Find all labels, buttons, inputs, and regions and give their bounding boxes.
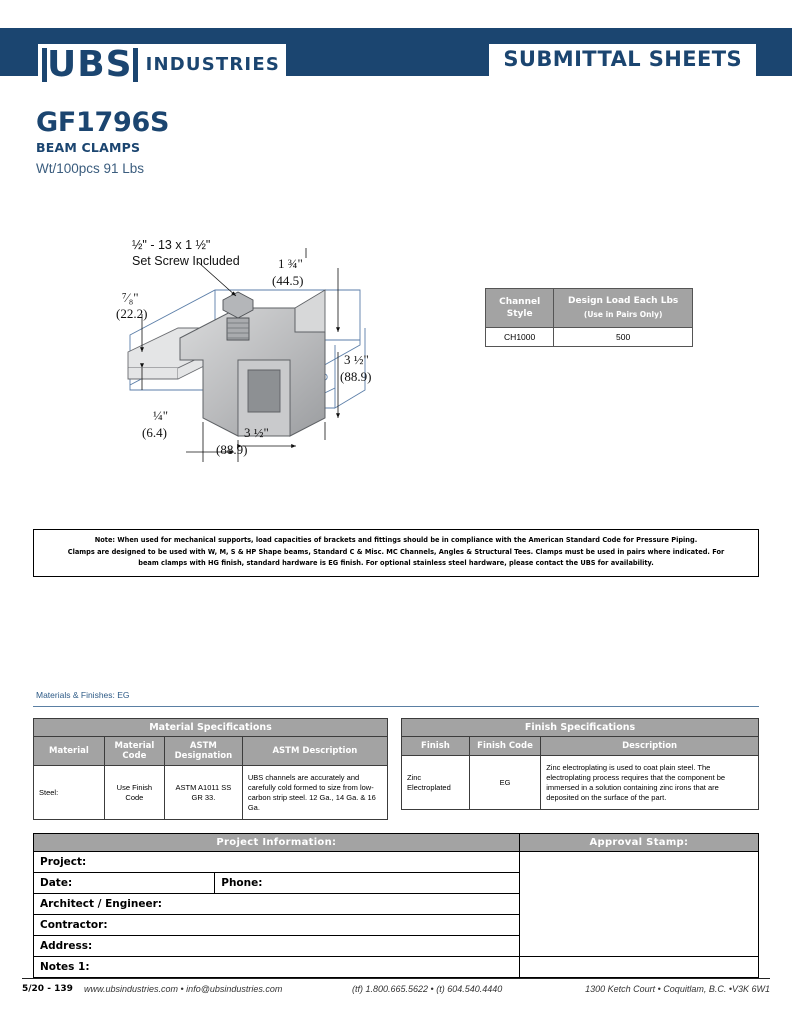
field-project[interactable]: Project: xyxy=(34,852,520,873)
note-line-1: Note: When used for mechanical supports, load capacities of brackets and fittings should be in compliance with the American Standard Code for Pressure Piping. xyxy=(94,536,698,544)
ubs-logo xyxy=(38,44,286,86)
material-header-code: Material Code xyxy=(104,737,164,766)
product-weight: Wt/100pcs 91 Lbs xyxy=(36,161,145,176)
field-contractor[interactable]: Contractor: xyxy=(34,915,520,936)
dim-setscrew-note: Set Screw Included xyxy=(132,254,240,268)
dim-bottomleft-mm: (6.4) xyxy=(142,425,167,440)
finish-header-finish: Finish xyxy=(402,737,470,756)
field-date[interactable]: Date: xyxy=(34,873,215,894)
dim-bottom-inches: 3 ½" xyxy=(244,425,269,440)
field-architect-engineer[interactable]: Architect / Engineer: xyxy=(34,894,520,915)
load-col-load-header xyxy=(554,289,693,328)
material-value-astm: ASTM A1011 SS GR 33. xyxy=(164,766,242,820)
compliance-note-box xyxy=(33,529,759,577)
logo-sub-text: INDUSTRIES xyxy=(145,54,280,75)
table-row xyxy=(34,852,759,873)
approval-stamp-area[interactable] xyxy=(519,852,758,957)
materials-divider xyxy=(33,706,759,707)
footer-web-contact[interactable]: www.ubsindustries.com • info@ubsindustries.com xyxy=(84,984,283,994)
material-value-code: Use Finish Code xyxy=(104,766,164,820)
note-line-3: beam clamps with HG finish, standard hardware is EG finish. For optional stainless steel hardware, please contact the UBS for availability. xyxy=(138,559,654,567)
logo-right-bar xyxy=(133,48,138,82)
approval-stamp-area-bottom[interactable] xyxy=(519,957,758,978)
logo-main-text: UBS xyxy=(47,44,133,85)
dim-setscrew-spec: ½" - 13 x 1 ½" xyxy=(132,238,211,252)
material-value-description: UBS channels are accurately and carefully cold formed to size from low-carbon strip steel. 12 Ga., 14 Ga. & 16 Ga. xyxy=(242,766,387,820)
project-information-title: Project Information: xyxy=(34,834,520,852)
load-col-load-header-sub: (Use in Pairs Only) xyxy=(583,310,663,319)
finish-spec-title: Finish Specifications xyxy=(402,719,759,737)
dim-bottom-mm: (88.9) xyxy=(216,442,248,457)
project-information-table xyxy=(33,833,759,978)
finish-spec-title-row xyxy=(402,719,759,737)
load-row-style: CH1000 xyxy=(486,328,554,347)
beam-clamp-diagram xyxy=(120,240,420,480)
material-spec-title: Material Specifications xyxy=(34,719,388,737)
material-specifications-table xyxy=(33,718,388,820)
table-row xyxy=(34,766,388,820)
materials-finishes-label: Materials & Finishes: EG xyxy=(36,690,130,700)
load-col-style-header: Channel Style xyxy=(486,289,554,328)
document-title: SUBMITTAL SHEETS xyxy=(503,47,742,71)
product-category: BEAM CLAMPS xyxy=(36,140,141,155)
note-line-2: Clamps are designed to be used with W, M, S & HP Shape beams, Standard C & Misc. MC Channels, Angles & Structural Tees. Clamps must be used in pairs where indicated. For xyxy=(67,547,725,556)
material-header-description: ASTM Description xyxy=(242,737,387,766)
material-spec-header-row xyxy=(34,737,388,766)
product-drawing xyxy=(116,238,420,480)
design-load-table xyxy=(485,288,693,347)
product-title-block xyxy=(36,108,169,178)
finish-value-code: EG xyxy=(469,756,540,810)
dim-left-mm: (22.2) xyxy=(116,306,148,321)
dim-topright-mm: (44.5) xyxy=(272,273,304,288)
finish-specifications-table xyxy=(401,718,759,810)
approval-stamp-title: Approval Stamp: xyxy=(519,834,758,852)
finish-header-description: Description xyxy=(541,737,759,756)
footer-doc-code: 5/20 - 139 xyxy=(22,984,73,994)
field-notes[interactable]: Notes 1: xyxy=(34,957,520,978)
material-value-material: Steel: xyxy=(34,766,105,820)
document-title-box xyxy=(489,44,756,76)
table-row xyxy=(34,957,759,978)
page-footer xyxy=(22,984,770,1002)
material-spec-title-row xyxy=(34,719,388,737)
footer-phone-numbers: (tf) 1.800.665.5622 • (t) 604.540.4440 xyxy=(352,984,503,994)
dim-left-inches: ⁷⁄₈" xyxy=(122,290,139,305)
table-row xyxy=(402,756,759,810)
footer-address: 1300 Ketch Court • Coquitlam, B.C. •V3K 6W1 xyxy=(585,984,770,994)
dim-topright-inches: 1 ¾" xyxy=(278,256,303,271)
finish-value-description: Zinc electroplating is used to coat plain steel. The electroplating process requires that the component be immersed in a solution containing zinc irons that are deposited on the surface of the part. xyxy=(541,756,759,810)
part-number: GF1796S xyxy=(36,107,170,138)
finish-value-finish: Zinc Electroplated xyxy=(402,756,470,810)
load-table-header-row xyxy=(486,289,693,328)
table-row xyxy=(486,328,693,347)
finish-spec-header-row xyxy=(402,737,759,756)
project-info-header-row xyxy=(34,834,759,852)
field-phone[interactable]: Phone: xyxy=(215,873,520,894)
load-row-value: 500 xyxy=(554,328,693,347)
field-address[interactable]: Address: xyxy=(34,936,520,957)
material-header-astm: ASTM Designation xyxy=(164,737,242,766)
load-col-load-header-main: Design Load Each Lbs xyxy=(568,296,679,306)
dim-right-inches: 3 ½" xyxy=(344,352,369,367)
dim-bottomleft-inches: ¼" xyxy=(153,408,169,423)
finish-header-code: Finish Code xyxy=(469,737,540,756)
material-header-material: Material xyxy=(34,737,105,766)
footer-divider xyxy=(22,978,770,979)
dim-right-mm: (88.9) xyxy=(340,369,372,384)
